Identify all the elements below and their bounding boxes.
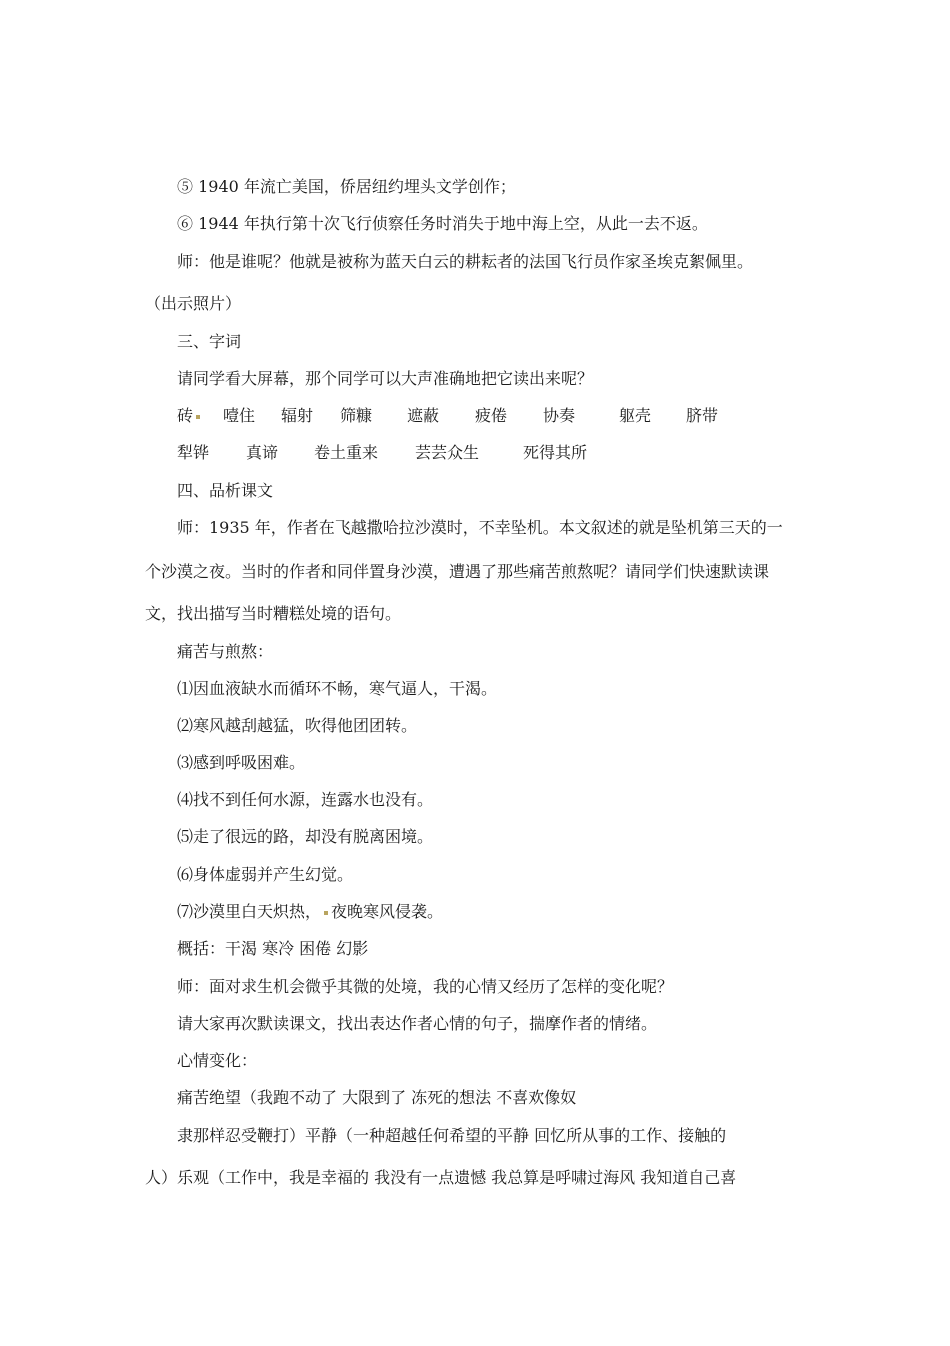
paragraph-p6: 请同学看大屏幕，那个同学可以大声准确地把它读出来呢？ bbox=[177, 369, 594, 388]
section-heading-vocab: 三、字词 bbox=[177, 332, 242, 351]
vocab-word: 芸芸众生 bbox=[415, 443, 480, 462]
paragraph-p18: 师：面对求生机会微乎其微的处境，我的心情又经历了怎样的变化呢？ bbox=[177, 977, 674, 996]
list-item: ⑵寒风越刮越猛，吹得他团团转。 bbox=[177, 716, 418, 735]
paragraph-p9: 痛苦与煎熬： bbox=[177, 642, 274, 661]
paragraph-p8a: 师：1935 年，作者在飞越撒哈拉沙漠时，不幸坠机。本文叙述的就是坠机第三天的一 bbox=[177, 518, 783, 537]
list-item: ⑸走了很远的路，却没有脱离困境。 bbox=[177, 827, 434, 846]
summary-line: 概括：干渴 寒冷 困倦 幻影 bbox=[177, 939, 369, 958]
list-item-part: ⑺沙漠里白天炽热， bbox=[177, 902, 322, 921]
dot-mark bbox=[196, 415, 200, 419]
vocab-word: 死得其所 bbox=[523, 443, 588, 462]
section-heading-analysis: 四、品析课文 bbox=[177, 481, 274, 500]
paragraph-p22: 隶那样忍受鞭打）平静（一种超越任何希望的平静 回忆所从事的工作、接触的 bbox=[177, 1126, 727, 1145]
vocab-row-1 bbox=[177, 406, 719, 426]
paragraph-p21: 痛苦绝望（我跑不动了 大限到了 冻死的想法 不喜欢像奴 bbox=[177, 1088, 577, 1107]
vocab-word: 噎住 bbox=[223, 406, 256, 425]
paragraph-p2: ⑥ 1944 年执行第十次飞行侦察任务时消失于地中海上空，从此一去不返。 bbox=[177, 214, 708, 233]
vocab-word: 真谛 bbox=[246, 443, 279, 462]
paragraph-p19: 请大家再次默读课文，找出表达作者心情的句子，揣摩作者的情绪。 bbox=[177, 1014, 658, 1033]
vocab-word: 卷土重来 bbox=[314, 443, 379, 462]
vocab-word: 协奏 bbox=[543, 406, 576, 425]
list-item bbox=[177, 902, 443, 922]
paragraph-p8c: 文，找出描写当时糟糕处境的语句。 bbox=[145, 604, 402, 623]
vocab-word: 疲倦 bbox=[475, 406, 508, 425]
dot-mark bbox=[324, 911, 328, 915]
list-item: ⑷找不到任何水源，连露水也没有。 bbox=[177, 790, 434, 809]
vocab-word: 辐射 bbox=[281, 406, 314, 425]
list-item: ⑶感到呼吸困难。 bbox=[177, 753, 306, 772]
paragraph-p8b: 个沙漠之夜。当时的作者和同伴置身沙漠，遭遇了那些痛苦煎熬呢？请同学们快速默读课 bbox=[145, 562, 770, 581]
vocab-word: 脐带 bbox=[686, 406, 719, 425]
vocab-word: 砖 bbox=[177, 406, 194, 425]
paragraph-p4: （出示照片） bbox=[145, 294, 242, 313]
list-item-part: 夜晚寒风侵袭。 bbox=[331, 902, 444, 921]
paragraph-p1: ⑤ 1940 年流亡美国，侨居纽约埋头文学创作； bbox=[177, 177, 516, 196]
vocab-word: 筛糠 bbox=[340, 406, 373, 425]
list-item: ⑹身体虚弱并产生幻觉。 bbox=[177, 865, 354, 884]
paragraph-p20: 心情变化： bbox=[177, 1051, 258, 1070]
vocab-word: 犁铧 bbox=[177, 443, 210, 462]
vocab-word: 遮蔽 bbox=[407, 406, 440, 425]
vocab-word: 躯壳 bbox=[619, 406, 652, 425]
paragraph-p3: 师：他是谁呢？他就是被称为蓝天白云的耕耘者的法国飞行员作家圣埃克絮佩里。 bbox=[177, 252, 754, 271]
list-item: ⑴因血液缺水而循环不畅，寒气逼人，干渴。 bbox=[177, 679, 498, 698]
paragraph-p23: 人）乐观（工作中，我是幸福的 我没有一点遗憾 我总算是呼啸过海风 我知道自己喜 bbox=[145, 1168, 737, 1187]
